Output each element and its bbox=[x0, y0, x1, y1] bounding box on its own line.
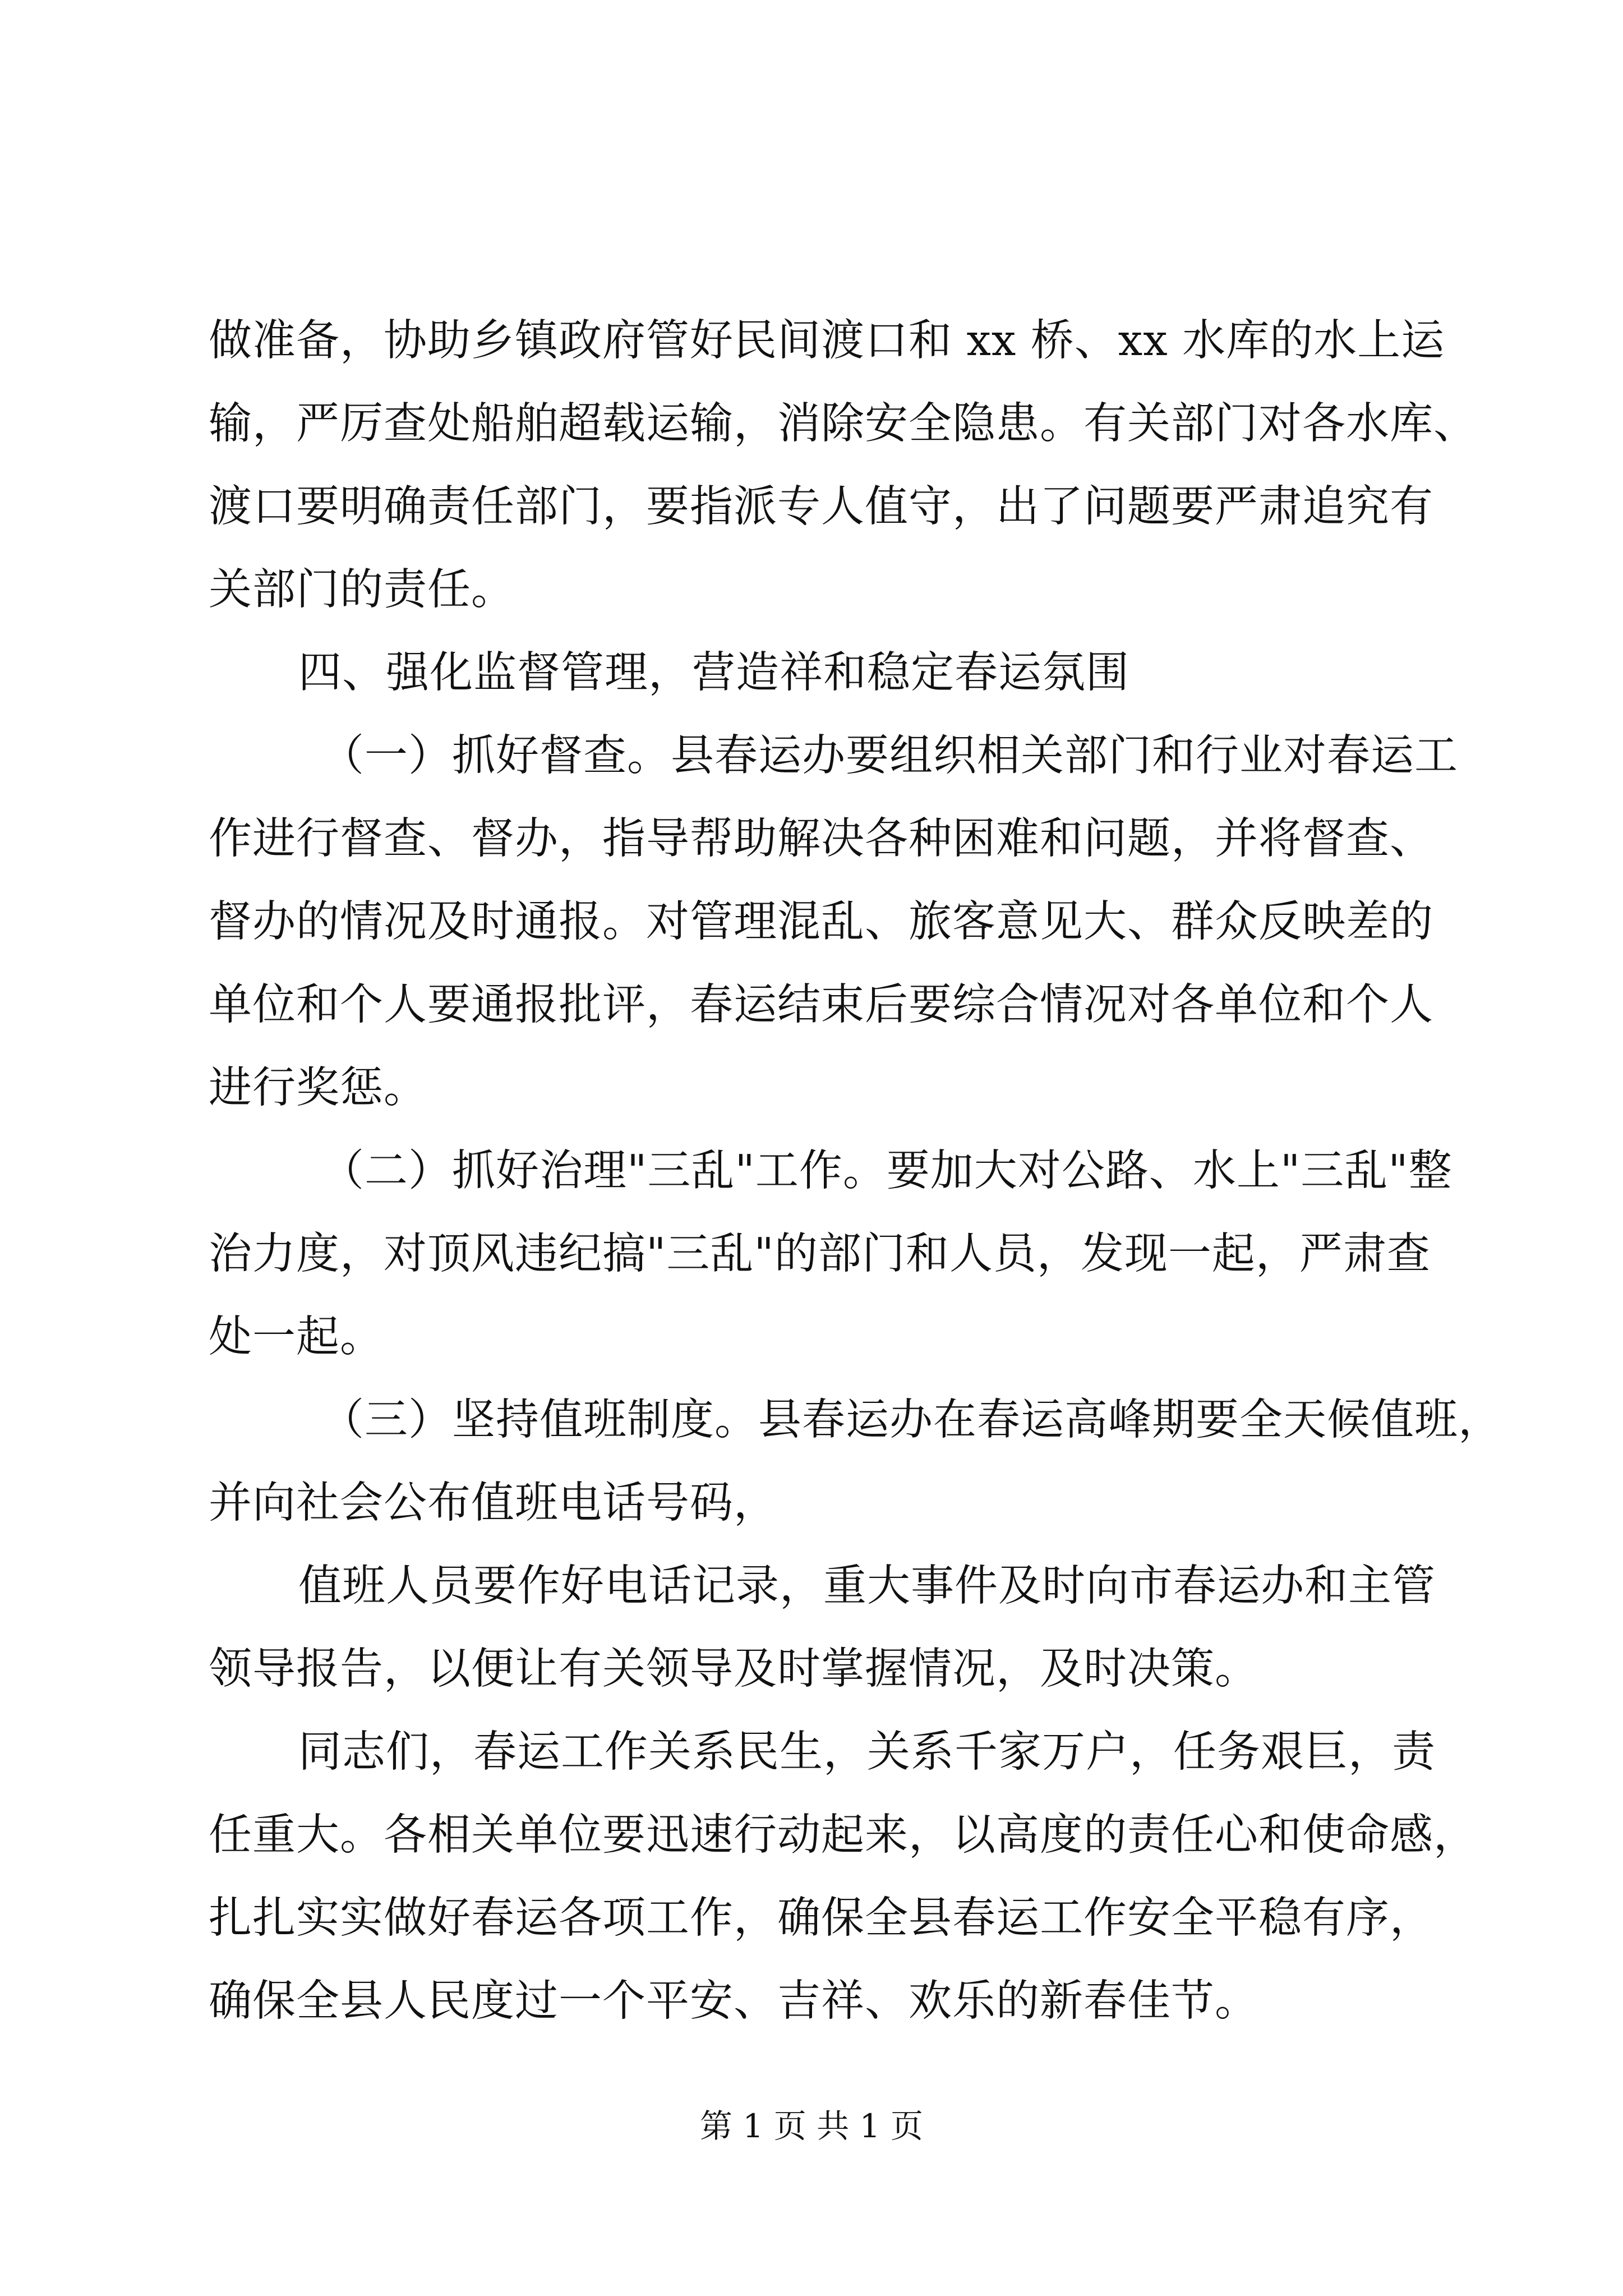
text-line: 治力度，对顶风违纪搞"三乱"的部门和人员，发现一起，严肃查 bbox=[209, 1229, 1431, 1279]
text-line: 做准备，协助乡镇政府管好民间渡口和 xx 桥、xx 水库的水上运 bbox=[209, 316, 1445, 366]
text-line: 渡口要明确责任部门，要指派专人值守，出了问题要严肃追究有 bbox=[209, 482, 1433, 532]
text-line: 关部门的责任。 bbox=[209, 565, 515, 615]
text-line: 扎扎实实做好春运各项工作，确保全县春运工作安全平稳有序， bbox=[209, 1893, 1433, 1943]
text-line: （三）坚持值班制度。县春运办在春运高峰期要全天候值班， bbox=[321, 1395, 1502, 1445]
text-line: 进行奖惩。 bbox=[209, 1063, 427, 1113]
text-line: 作进行督查、督办，指导帮助解决各种困难和问题，并将督查、 bbox=[209, 814, 1433, 864]
document-body bbox=[209, 300, 1502, 2043]
text-line: 输，严厉查处船舶超载运输，消除安全隐患。有关部门对各水库、 bbox=[209, 399, 1477, 449]
text-line: （一）抓好督查。县春运办要组织相关部门和行业对春运工 bbox=[321, 731, 1458, 781]
text-line: 任重大。各相关单位要迅速行动起来，以高度的责任心和使命感， bbox=[209, 1810, 1477, 1860]
text-line: （二）抓好治理"三乱"工作。要加大对公路、水上"三乱"整 bbox=[321, 1146, 1453, 1196]
text-line: 单位和个人要通报批评，春运结束后要综合情况对各单位和个人 bbox=[209, 980, 1433, 1030]
page-number-footer: 第 1 页 共 1 页 bbox=[700, 2107, 923, 2145]
text-line: 并向社会公布值班电话号码， bbox=[209, 1478, 777, 1528]
text-line: 督办的情况及时通报。对管理混乱、旅客意见大、群众反映差的 bbox=[209, 897, 1433, 947]
text-line: 处一起。 bbox=[209, 1312, 384, 1362]
text-line: 领导报告，以便让有关领导及时掌握情况，及时决策。 bbox=[209, 1644, 1258, 1694]
section-heading: 四、强化监督管理，营造祥和稳定春运氛围 bbox=[298, 648, 1129, 698]
text-line: 同志们，春运工作关系民生，关系千家万户，任务艰巨，责 bbox=[298, 1727, 1436, 1777]
text-line: 值班人员要作好电话记录，重大事件及时向市春运办和主管 bbox=[298, 1561, 1436, 1611]
text-line: 确保全县人民度过一个平安、吉祥、欢乐的新春佳节。 bbox=[209, 1976, 1258, 2026]
